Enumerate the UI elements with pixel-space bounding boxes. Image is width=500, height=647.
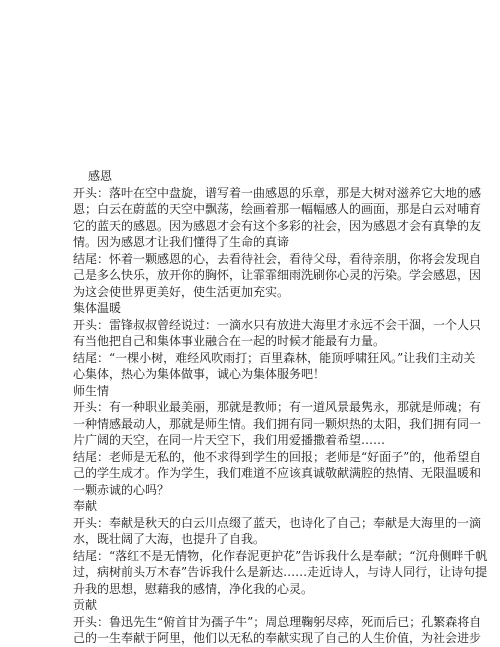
paragraph-line: 它的蓝天的感恩。因为感恩才会有这个多彩的社会，因为感恩才会有真挚的友 bbox=[73, 218, 482, 233]
paragraph-line: 结尾：“一棵小树，难经风吹雨打；百里森林，能顶呼啸狂风。”让我们主动关 bbox=[73, 350, 476, 365]
paragraph-line: 己是多么快乐，放开你的胸怀，让霏霏细雨洗刷你心灵的污染。学会感恩，因 bbox=[73, 268, 482, 282]
paragraph-line: 结尾：怀着一颗感恩的心，去看待社会，看待父母，看待亲朋，你将会发现自 bbox=[73, 251, 482, 266]
paragraph-line: 一种情感最动人，那就是师生情。我们拥有同一颗炽热的太阳，我们拥有同一 bbox=[73, 416, 482, 431]
paragraph-line: 己的一生奉献于阿里，他们以无私的奉献实现了自己的人生价值，为社会进步 bbox=[73, 631, 482, 645]
section-heading-dedication: 奉献 bbox=[73, 499, 98, 513]
paragraph-line: 一颗赤诚的心吗？ bbox=[73, 482, 170, 497]
paragraph-line: 升我的思想，慰藉我的感情，净化我的心灵。 bbox=[73, 581, 314, 596]
section-heading-contribution: 贡献 bbox=[73, 598, 98, 612]
document-body bbox=[73, 168, 488, 647]
paragraph-line: 恩；白云在蔚蓝的天空中飘荡，绘画着那一幅幅感人的画面，那是白云对哺育 bbox=[73, 202, 482, 216]
paragraph-line: 开头：落叶在空中盘旋，谱写着一曲感恩的乐章，那是大树对滋养它大地的感 bbox=[73, 185, 482, 200]
paragraph-line: 开头：奉献是秋天的白云川点缀了蓝天，也诗化了自己；奉献是大海里的一滴 bbox=[73, 515, 482, 530]
section-heading-collective-warmth: 集体温暖 bbox=[73, 301, 122, 315]
paragraph-line: 有当他把自己和集体事业融合在一起的时候才能最有力量。 bbox=[73, 334, 386, 348]
paragraph-line: 开头：雷锋叔叔曾经说过：一滴水只有放进大海里才永远不会干涸，一个人只 bbox=[73, 317, 482, 332]
paragraph-line: 水，既壮阔了大海，也提升了自我。 bbox=[73, 532, 266, 546]
section-heading-teacher-student: 师生情 bbox=[73, 383, 110, 398]
paragraph-line: 过，病树前头万木春”告诉我什么是新达……走近诗人，与诗人同行，让诗句提 bbox=[73, 565, 488, 579]
paragraph-line: 结尾：“落红不是无情物，化作春泥更护花”告诉我什么是奉献；“沉舟侧畔千帆 bbox=[73, 548, 488, 563]
paragraph-line: 情。因为感恩才让我们懂得了生命的真谛 bbox=[73, 235, 290, 249]
paragraph-line: 开头：鲁迅先生“俯首甘为孺子牛”；周总理鞠躬尽瘁，死而后已；孔繁森将自 bbox=[73, 614, 482, 629]
paragraph-line: 结尾：老师是无私的，他不求得到学生的回报；老师是“好面子”的，他希望自 bbox=[73, 449, 482, 464]
paragraph-line: 己的学生成才。作为学生，我们难道不应该真诚敬献满腔的热情、无限温暖和 bbox=[73, 466, 482, 480]
paragraph-line: 片广阔的天空，在同一片天空下，我们用爱播撒着希望…… bbox=[73, 433, 386, 447]
paragraph-line: 为这会使世界更美好，使生活更加充实。 bbox=[73, 284, 290, 299]
paragraph-line: 心集体，热心为集体做事，诚心为集体服务吧！ bbox=[73, 367, 326, 381]
paragraph-line: 开头：有一种职业最美丽，那就是教师；有一道风景最隽永，那就是师魂；有 bbox=[73, 400, 482, 414]
section-heading-gratitude: 感恩 bbox=[88, 169, 113, 183]
